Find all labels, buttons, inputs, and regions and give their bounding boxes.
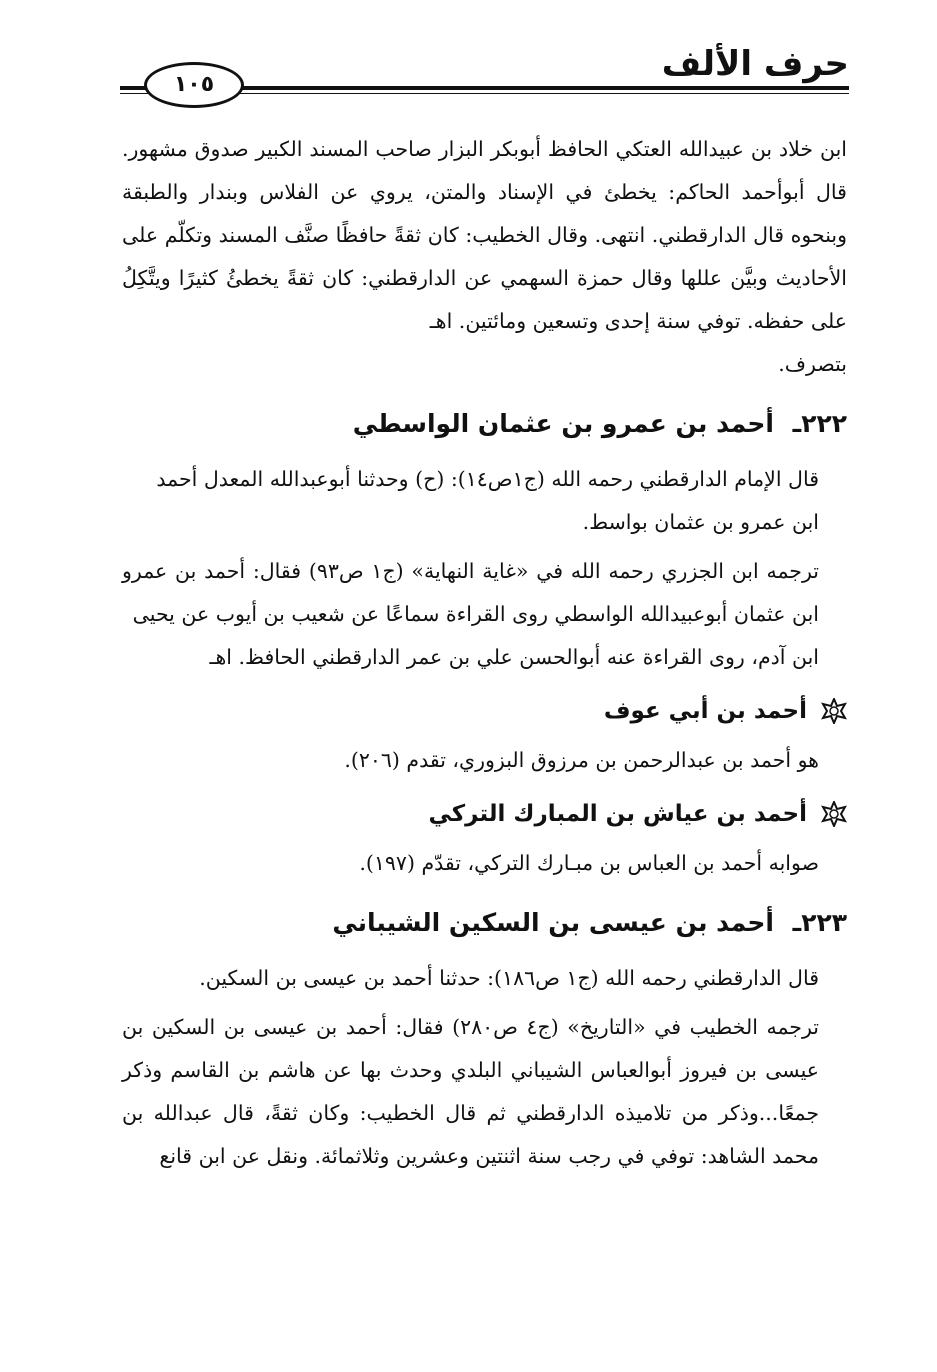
subentry-text (122, 739, 847, 782)
page-header (120, 36, 849, 106)
text-line: جمعًا...وذكر من تلاميذه الدارقطني ثم قال الخطيب: وكان ثقةً، قال عبدالله بن (122, 1101, 819, 1125)
text-line: قال الدارقطني رحمه الله (ج١ ص١٨٦): حدثنا أحمد بن عيسى بن السكين. (199, 966, 819, 990)
subentry-name: أحمد بن عياش بن المبارك التركي (428, 801, 807, 827)
star-icon (821, 801, 847, 827)
text-line: محمد الشاهد: توفي في رجب سنة اثنتين وعشرين وثلاثمائة. ونقل عن ابن قانع (159, 1144, 819, 1168)
text-line: المسند وتكلّم على الأحاديث وبيَّن عللها وقال حمزة السهمي عن الدارقطني: كان (122, 223, 847, 290)
text-line: مشهور. قال أبوأحمد الحاكم: يخطئ في الإسناد والمتن، يروي عن الفلاس وبندار (122, 137, 847, 204)
star-icon (821, 698, 847, 724)
entry-name: أحمد بن عمرو بن عثمان الواسطي (352, 409, 774, 438)
text-line: بتصرف. (778, 352, 847, 376)
page-number: ١٠٥ (144, 62, 244, 108)
text-line: ابن عمرو بن عثمان بواسط. (582, 510, 819, 534)
subentry-name: أحمد بن أبي عوف (603, 698, 807, 724)
intro-paragraph (122, 128, 847, 386)
text-line: ترجمه الخطيب في «التاريخ» (ج٤ ص٢٨٠) فقال: أحمد بن عيسى بن السكين بن (122, 1015, 819, 1039)
text-line: ثقةً يخطئُ كثيرًا ويتَّكِلُ على حفظه. توفي سنة إحدى وتسعين ومائتين. اهـ (122, 266, 847, 333)
entry-paragraph (122, 1006, 847, 1178)
subentry-heading (122, 689, 847, 733)
text-line: عيسى بن فيروز أبوالعباس الشيباني البلدي وحدث بها عن هاشم بن القاسم وذكر (122, 1058, 819, 1082)
text-line: ابن آدم، روى القراءة عنه أبوالحسن علي بن عمر الدارقطني الحافظ. اهـ (209, 645, 819, 669)
text-line: والطبقة وبنحوه قال الدارقطني. انتهى. وقال الخطيب: كان ثقةً حافظًا صنَّف (122, 180, 847, 247)
subentry-text (122, 842, 847, 885)
text-line: ابن عثمان أبوعبيدالله الواسطي روى القراءة سماعًا عن شعيب بن أيوب عن يحيى (132, 602, 819, 626)
text-line: قال الإمام الدارقطني رحمه الله (ج١ص١٤): (ح) وحدثنا أبوعبدالله المعدل أحمد (156, 467, 819, 491)
entry-heading (122, 899, 847, 947)
subentry-heading (122, 792, 847, 836)
entry-heading (122, 400, 847, 448)
chapter-title: حرف الألف (661, 44, 849, 84)
text-line: ابن خلاد بن عبيدالله العتكي الحافظ أبوبكر البزار صاحب المسند الكبير صدوق (194, 137, 847, 161)
entry-number: ٢٢٣ـ (792, 908, 847, 937)
text-line: ترجمه ابن الجزري رحمه الله في «غاية النهاية» (ج١ ص٩٣) فقال: أحمد بن عمرو (122, 559, 819, 583)
entry-name: أحمد بن عيسى بن السكين الشيباني (332, 908, 774, 937)
entry-paragraph (122, 550, 847, 679)
entry-paragraph (122, 957, 847, 1000)
text-line: صوابه أحمد بن العباس بن مبـارك التركي، تقدّم (١٩٧). (359, 851, 819, 875)
text-line: هو أحمد بن عبدالرحمن بن مرزوق البزوري، تقدم (٢٠٦). (344, 748, 819, 772)
page-content (122, 128, 847, 1178)
entry-number: ٢٢٢ـ (792, 409, 847, 438)
entry-paragraph (122, 458, 847, 544)
